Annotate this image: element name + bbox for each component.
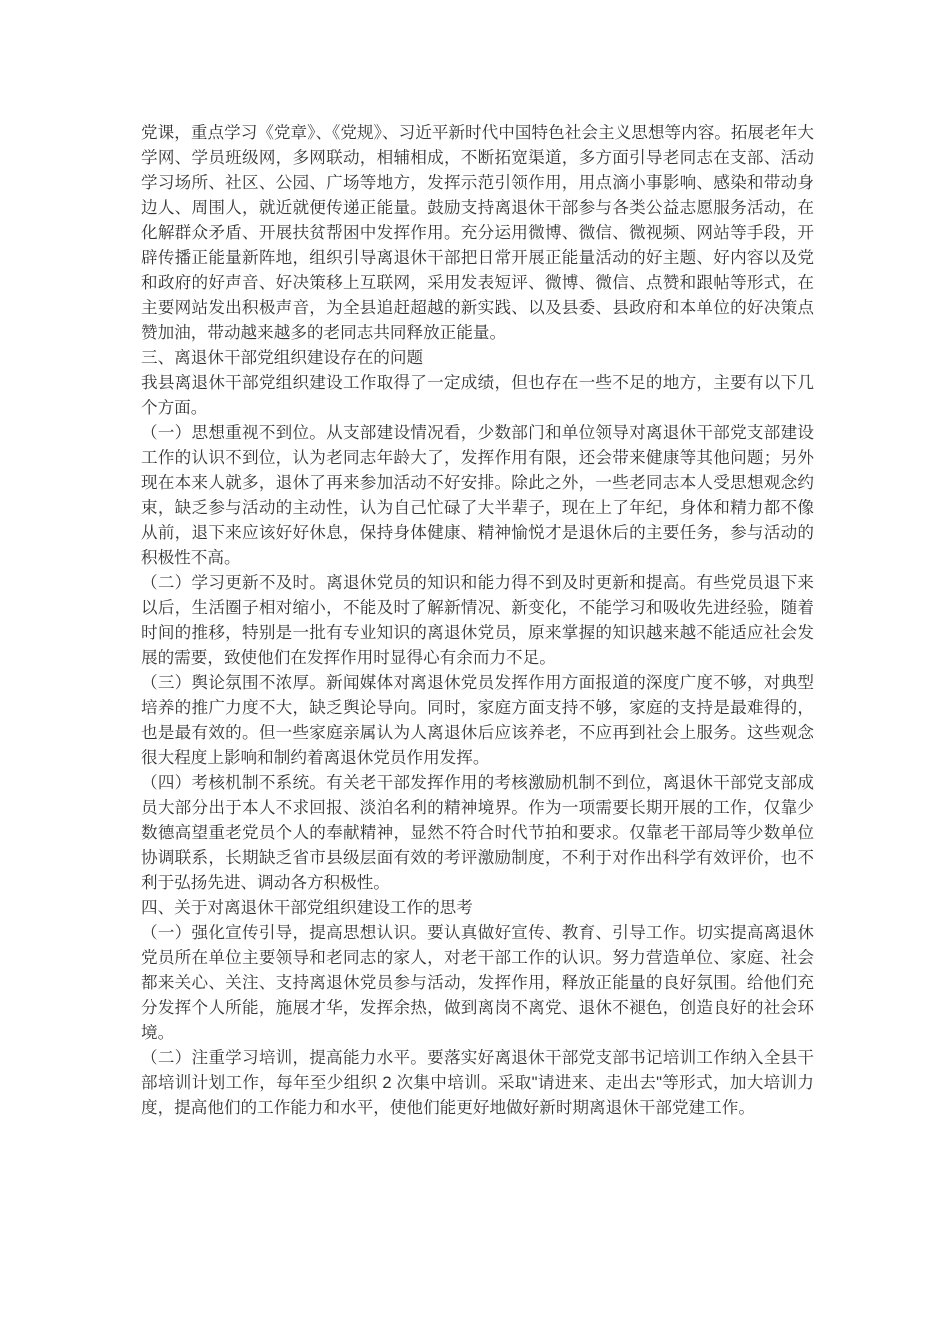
paragraph-problem-3-public-opinion: （三）舆论氛围不浓厚。新闻媒体对离退休党员发挥作用方面报道的深度广度不够，对典型培养的推广力度不大，缺乏舆论导向。同时，家庭方面支持不够，家庭的支持是最难得的，也是最有效的。但一些家庭亲属认为人离退休后应该养老，不应再到社会上服务。这些观念很大程度上影响和制约着离退休党员作用发挥。: [141, 673, 814, 767]
section-heading-reflections: 四、关于对离退休干部党组织建设工作的思考: [141, 898, 473, 917]
paragraph-reflection-1-publicity: （一）强化宣传引导，提高思想认识。要认真做好宣传、教育、引导工作。切实提高离退休党员所在单位主要领导和老同志的家人，对老干部工作的认识。努力营造单位、家庭、社会都来关心、关注、支持离退休党员参与活动，发挥作用，释放正能量的良好氛围。给他们充分发挥个人所能，施展才华，发挥余热，做到离岗不离党、退休不褪色，创造良好的社会环境。: [141, 923, 814, 1042]
paragraph-reflection-2-training: （二）注重学习培训，提高能力水平。要落实好离退休干部党支部书记培训工作纳入全县干部培训计划工作，每年至少组织 2 次集中培训。采取"请进来、走出去"等形式，加大培训力度，提高他们的工作能力和水平，使他们能更好地做好新时期离退休干部党建工作。: [141, 1048, 814, 1117]
paragraph-positive-energy-measures: 党课，重点学习《党章》、《党规》、习近平新时代中国特色社会主义思想等内容。拓展老年大学网、学员班级网，多网联动，相辅相成，不断拓宽渠道，多方面引导老同志在支部、活动学习场所、社区、公园、广场等地方，发挥示范引领作用，用点滴小事影响、感染和带动身边人、周围人，就近就便传递正能量。鼓励支持离退休干部参与各类公益志愿服务活动，在化解群众矛盾、开展扶贫帮困中发挥作用。充分运用微博、微信、微视频、网站等手段，开辟传播正能量新阵地，组织引导离退休干部把日常开展正能量活动的好主题、好内容以及党和政府的好声音、好决策移上互联网，采用发表短评、微博、微信、点赞和跟帖等形式，在主要网站发出积极声音，为全县追赶超越的新实践、以及县委、县政府和本单位的好决策点赞加油，带动越来越多的老同志共同释放正能量。: [141, 123, 814, 342]
paragraph-problems-intro: 我县离退休干部党组织建设工作取得了一定成绩，但也存在一些不足的地方，主要有以下几个方面。: [141, 373, 814, 417]
document-text-block: [141, 120, 814, 1120]
paragraph-problem-2-learning: （二）学习更新不及时。离退休党员的知识和能力得不到及时更新和提高。有些党员退下来以后，生活圈子相对缩小，不能及时了解新情况、新变化，不能学习和吸收先进经验，随着时间的推移，特别是一批有专业知识的离退休党员，原来掌握的知识越来越不能适应社会发展的需要，致使他们在发挥作用时显得心有余而力不足。: [141, 573, 814, 667]
section-heading-problems: 三、离退休干部党组织建设存在的问题: [141, 348, 424, 367]
paragraph-problem-4-assessment: （四）考核机制不系统。有关老干部发挥作用的考核激励机制不到位，离退休干部党支部成员大部分出于本人不求回报、淡泊名利的精神境界。作为一项需要长期开展的工作，仅靠少数德高望重老党员个人的奉献精神，显然不符合时代节拍和要求。仅靠老干部局等少数单位协调联系，长期缺乏省市县级层面有效的考评激励制度，不利于对作出科学有效评价，也不利于弘扬先进、调动各方积极性。: [141, 773, 814, 892]
paragraph-problem-1-ideology: （一）思想重视不到位。从支部建设情况看，少数部门和单位领导对离退休干部党支部建设工作的认识不到位，认为老同志年龄大了，发挥作用有限，还会带来健康等其他问题；另外现在本来人就多，退休了再来参加活动不好安排。除此之外，一些老同志本人受思想观念约束，缺乏参与活动的主动性，认为自己忙碌了大半辈子，现在上了年纪，身体和精力都不像从前，退下来应该好好休息，保持身体健康、精神愉悦才是退休后的主要任务，参与活动的积极性不高。: [141, 423, 814, 567]
